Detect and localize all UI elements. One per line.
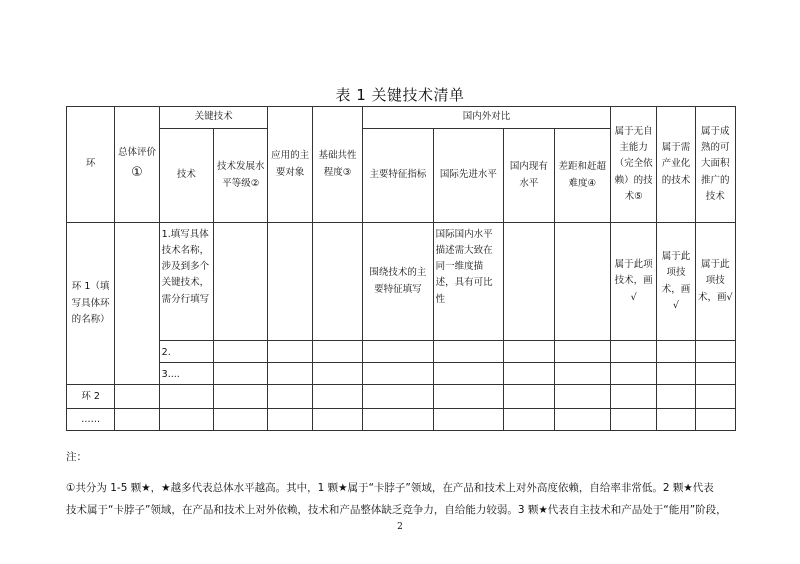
tech1-commonality-cell xyxy=(312,223,362,341)
header-tech: 技术 xyxy=(159,129,213,223)
header-ring: 环 xyxy=(67,107,115,223)
table-title: 表 1 关键技术清单 xyxy=(335,86,465,104)
header-autonomy: 属于无自主能力（完全依赖）的技术⑤ xyxy=(610,107,656,223)
header-intl-level: 国际先进水平 xyxy=(433,129,504,223)
tech1-cell: 1.填写具体技术名称，涉及到多个关键技术，需分行填写 xyxy=(159,223,213,341)
key-technology-table xyxy=(66,106,736,431)
header-domestic-level: 国内现有水平 xyxy=(504,129,554,223)
tech1-promotion-cell: 属于此项技术，画√ xyxy=(695,223,735,341)
header-tech-level: 技术发展水平等级② xyxy=(214,129,268,223)
header-overall xyxy=(115,107,159,223)
table-row xyxy=(67,341,736,363)
tech1-intl-cell: 国际国内水平描述需大致在同一维度描述，具有可比性 xyxy=(433,223,504,341)
table-row xyxy=(67,409,736,431)
ring2-label: 环 2 xyxy=(67,385,115,409)
header-industrialization: 属于需产业化的技术 xyxy=(657,107,695,223)
tech3-cell: 3.... xyxy=(159,363,213,385)
tech2-cell: 2. xyxy=(159,341,213,363)
header-gap: 差距和赶超难度④ xyxy=(554,129,610,223)
page-number: 2 xyxy=(397,522,403,532)
notes-label: 注： xyxy=(66,451,87,463)
tech1-application-cell xyxy=(268,223,312,341)
notes-line-2: 技术属于“卡脖子”领域，在产品和技术上对外依赖，技术和产品整体缺乏竞争力，自给能力较弱。3 颗★代表自主技术和产品处于“能用”阶段， xyxy=(66,504,727,517)
tech1-domestic-cell xyxy=(504,223,554,341)
notes-line-1: ①共分为 1-5 颗★，★越多代表总体水平越高。其中，1 颗★属于“卡脖子”领域，在产品和技术上对外高度依赖，自给率非常低。2 颗★代表 xyxy=(66,481,714,494)
header-commonality: 基础共性程度③ xyxy=(312,107,362,223)
header-comparison-group: 国内外对比 xyxy=(363,107,611,129)
more-rows-label: …… xyxy=(67,409,115,431)
tech1-autonomy-cell: 属于此项技术，画√ xyxy=(610,223,656,341)
ring1-label: 环 1（填写具体环的名称） xyxy=(67,223,115,385)
table-row xyxy=(67,385,736,409)
notes-section xyxy=(66,446,742,522)
tech1-feature-cell: 围绕技术的主要特征填写 xyxy=(363,223,434,341)
header-promotion: 属于成熟的可大面积推广的技术 xyxy=(695,107,735,223)
ring1-overall-cell xyxy=(115,223,159,385)
tech1-gap-cell xyxy=(554,223,610,341)
tech1-level-cell xyxy=(214,223,268,341)
header-overall-label: 总体评价 xyxy=(118,147,157,159)
header-application: 应用的主要对象 xyxy=(268,107,312,223)
header-overall-mark: ① xyxy=(131,164,143,180)
tech1-industrialization-cell: 属于此项技术，画√ xyxy=(657,223,695,341)
header-key-tech-group: 关键技术 xyxy=(159,107,268,129)
table-row xyxy=(67,223,736,341)
header-feature-index: 主要特征指标 xyxy=(363,129,434,223)
table-row xyxy=(67,363,736,385)
